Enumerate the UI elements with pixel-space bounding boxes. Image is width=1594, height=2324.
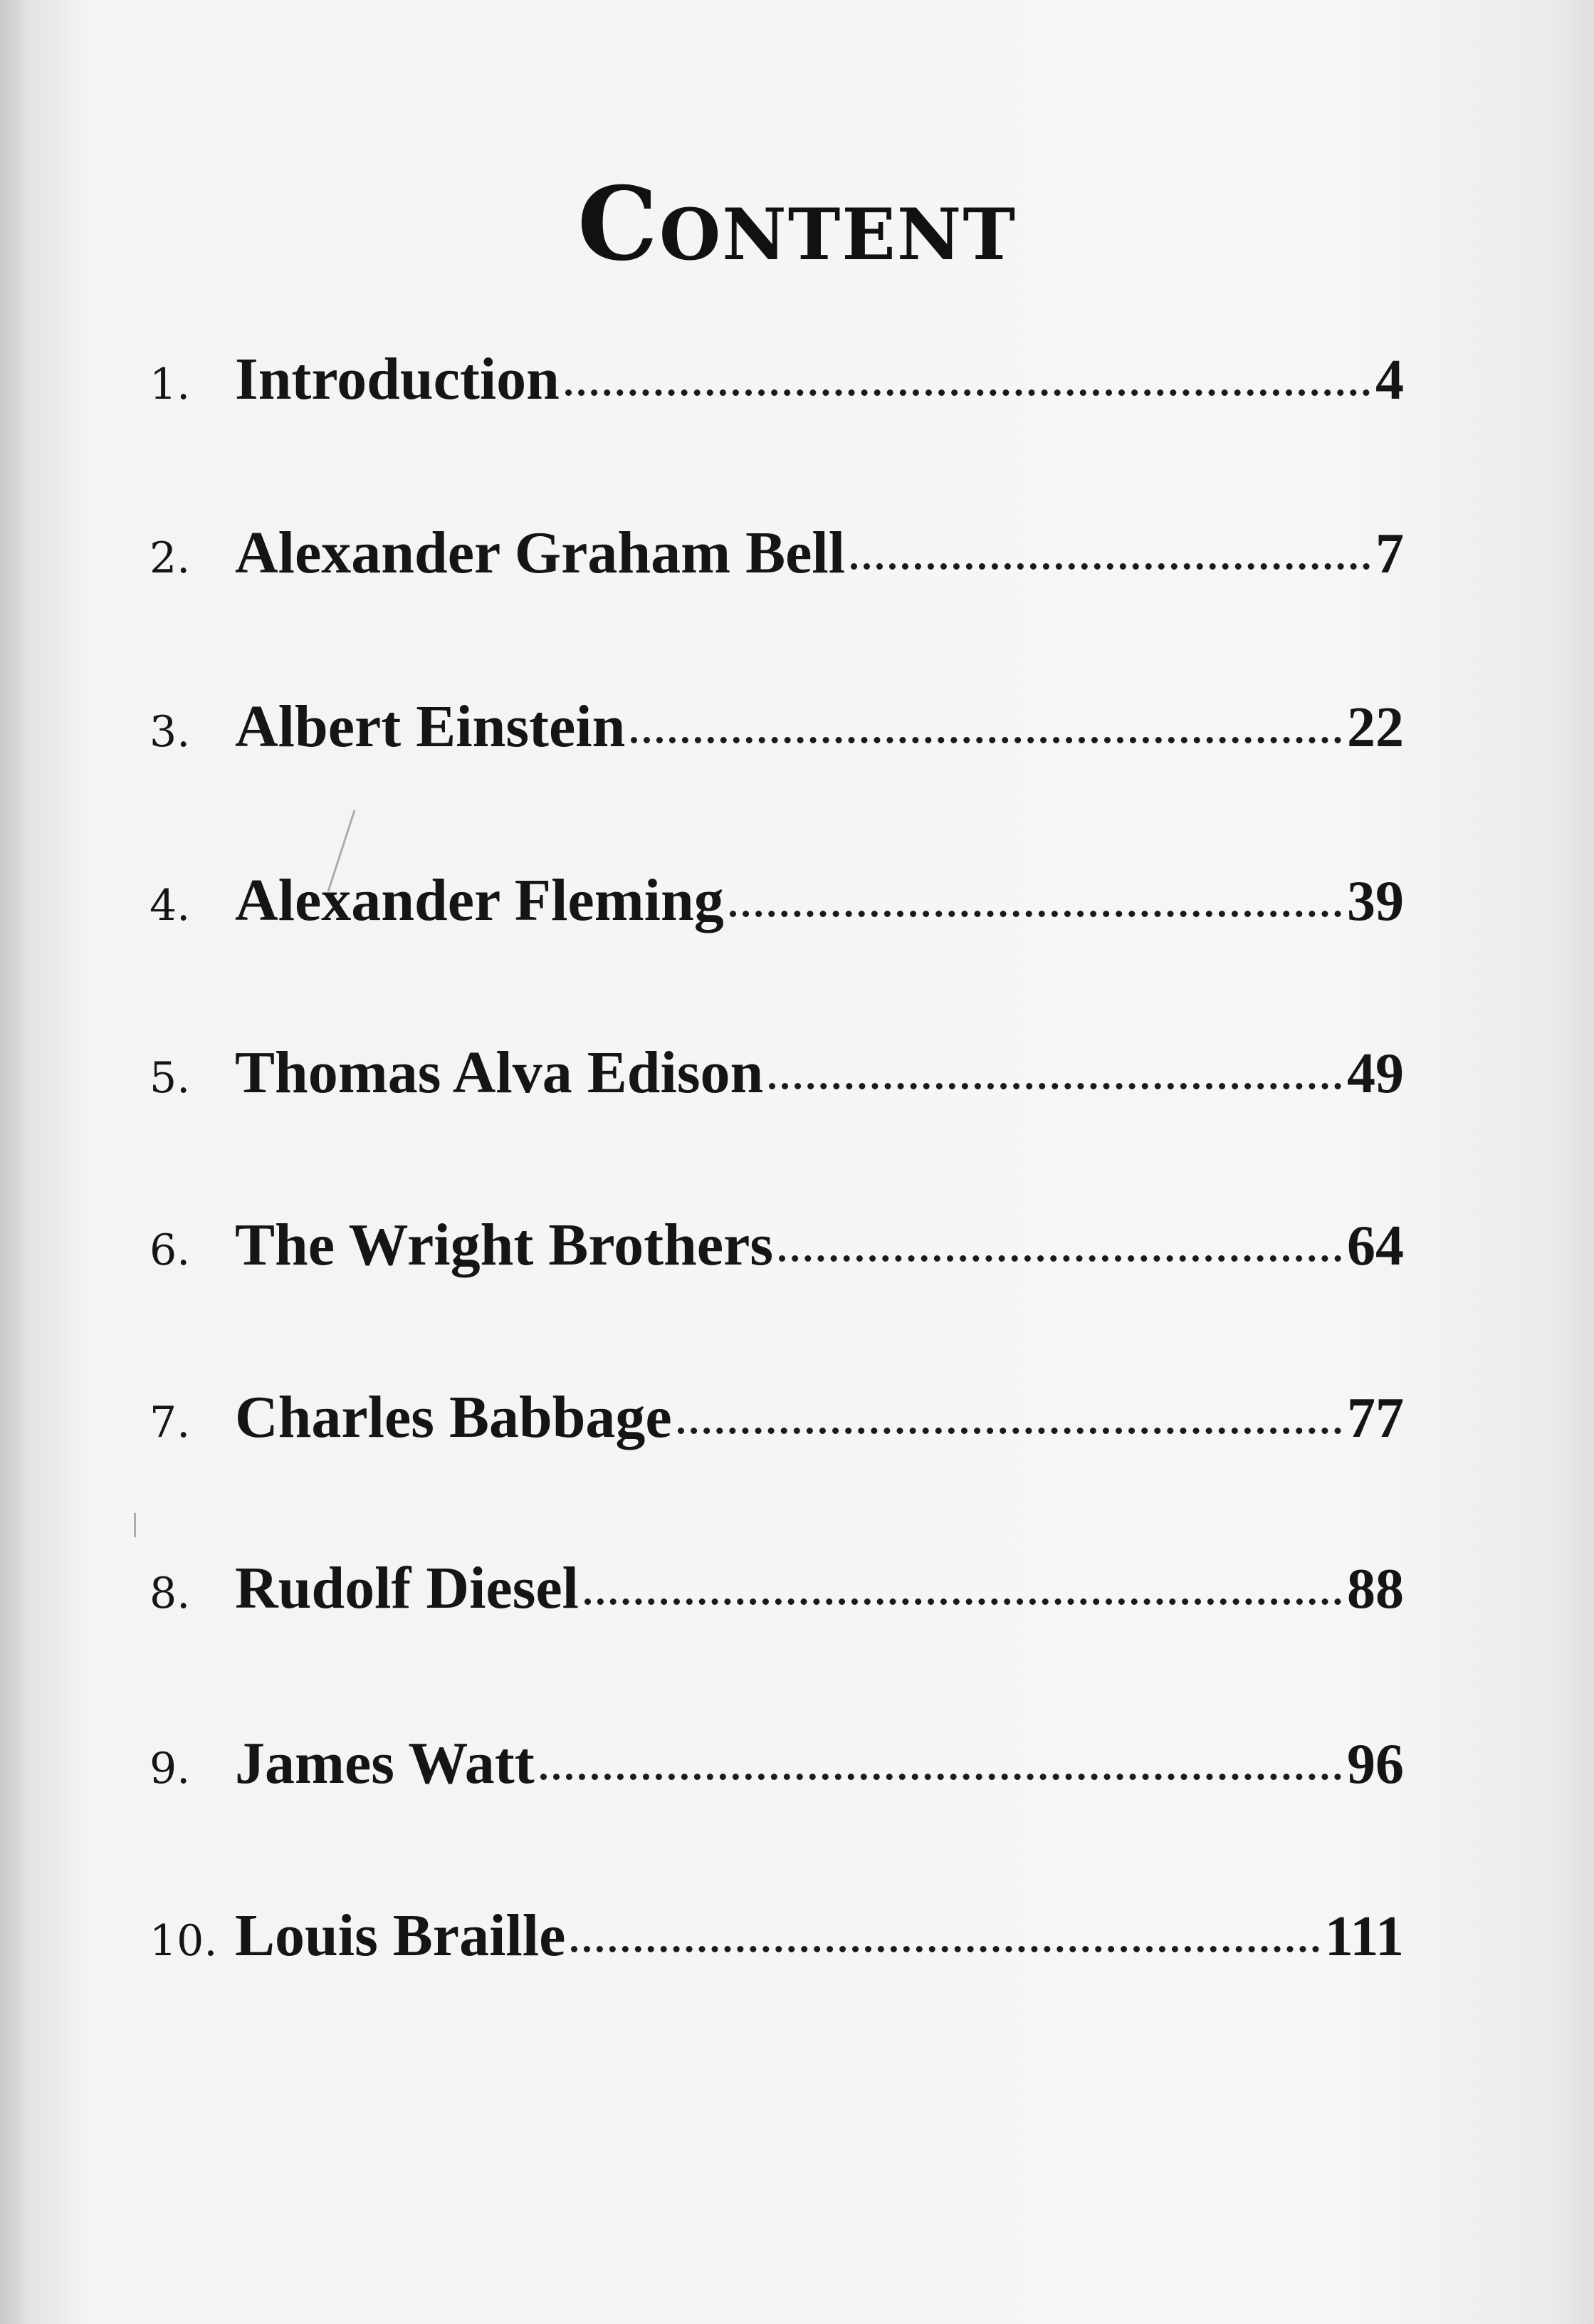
entry-number: 8. bbox=[150, 1569, 191, 1618]
toc-entry bbox=[150, 340, 1404, 419]
entry-title: Alexander Graham Bell bbox=[235, 520, 846, 586]
dot-leader bbox=[779, 1255, 1341, 1262]
entry-page-number: 4 bbox=[1375, 349, 1404, 412]
entry-number: 7. bbox=[150, 1398, 191, 1448]
entry-title: Introduction bbox=[235, 346, 560, 412]
entry-number: 4. bbox=[150, 881, 191, 931]
entry-page-number: 39 bbox=[1347, 870, 1404, 933]
toc-entry bbox=[150, 1378, 1404, 1457]
entry-title: James Watt bbox=[235, 1730, 535, 1796]
dot-leader bbox=[678, 1428, 1341, 1434]
dot-leader bbox=[769, 1083, 1341, 1089]
dot-leader bbox=[730, 911, 1341, 917]
entry-number: 5. bbox=[150, 1053, 191, 1103]
entry-page-number: 64 bbox=[1347, 1215, 1404, 1277]
toc-entry bbox=[150, 1206, 1404, 1284]
dot-leader bbox=[584, 1598, 1341, 1605]
entry-number: 6. bbox=[150, 1225, 191, 1275]
entry-number: 10. bbox=[150, 1916, 218, 1966]
toc-entry bbox=[150, 1034, 1404, 1112]
entry-number: 9. bbox=[150, 1744, 191, 1794]
entry-number: 3. bbox=[150, 707, 191, 757]
entry-page-number: 111 bbox=[1324, 1905, 1404, 1968]
dot-leader bbox=[571, 1946, 1318, 1952]
entry-page-number: 96 bbox=[1347, 1733, 1404, 1796]
entry-title: Albert Einstein bbox=[235, 693, 626, 760]
page-title: Content bbox=[577, 165, 1017, 283]
dot-leader bbox=[565, 389, 1370, 396]
entry-page-number: 88 bbox=[1347, 1558, 1404, 1621]
entry-title: Rudolf Diesel bbox=[235, 1555, 579, 1621]
entry-title: Thomas Alva Edison bbox=[235, 1040, 764, 1106]
entry-title: Louis Braille bbox=[235, 1902, 566, 1969]
toc-entry bbox=[150, 688, 1404, 766]
entry-page-number: 7 bbox=[1375, 523, 1404, 585]
entry-page-number: 22 bbox=[1347, 696, 1404, 759]
entry-page-number: 49 bbox=[1347, 1042, 1404, 1105]
entry-title: The Wright Brothers bbox=[235, 1212, 774, 1278]
entry-title: Alexander Fleming bbox=[235, 867, 724, 933]
dot-leader bbox=[851, 563, 1370, 570]
entry-number: 1. bbox=[150, 360, 191, 409]
toc-entry bbox=[150, 1549, 1404, 1628]
toc-entry bbox=[150, 862, 1404, 940]
toc-entry bbox=[150, 1897, 1404, 1975]
entry-title: Charles Babbage bbox=[235, 1384, 672, 1450]
dot-leader bbox=[631, 737, 1341, 743]
toc-entry bbox=[150, 514, 1404, 592]
pencil-mark bbox=[134, 1513, 136, 1537]
entry-page-number: 77 bbox=[1347, 1387, 1404, 1450]
toc-entry bbox=[150, 1724, 1404, 1803]
entry-number: 2. bbox=[150, 533, 191, 583]
dot-leader bbox=[540, 1774, 1341, 1780]
